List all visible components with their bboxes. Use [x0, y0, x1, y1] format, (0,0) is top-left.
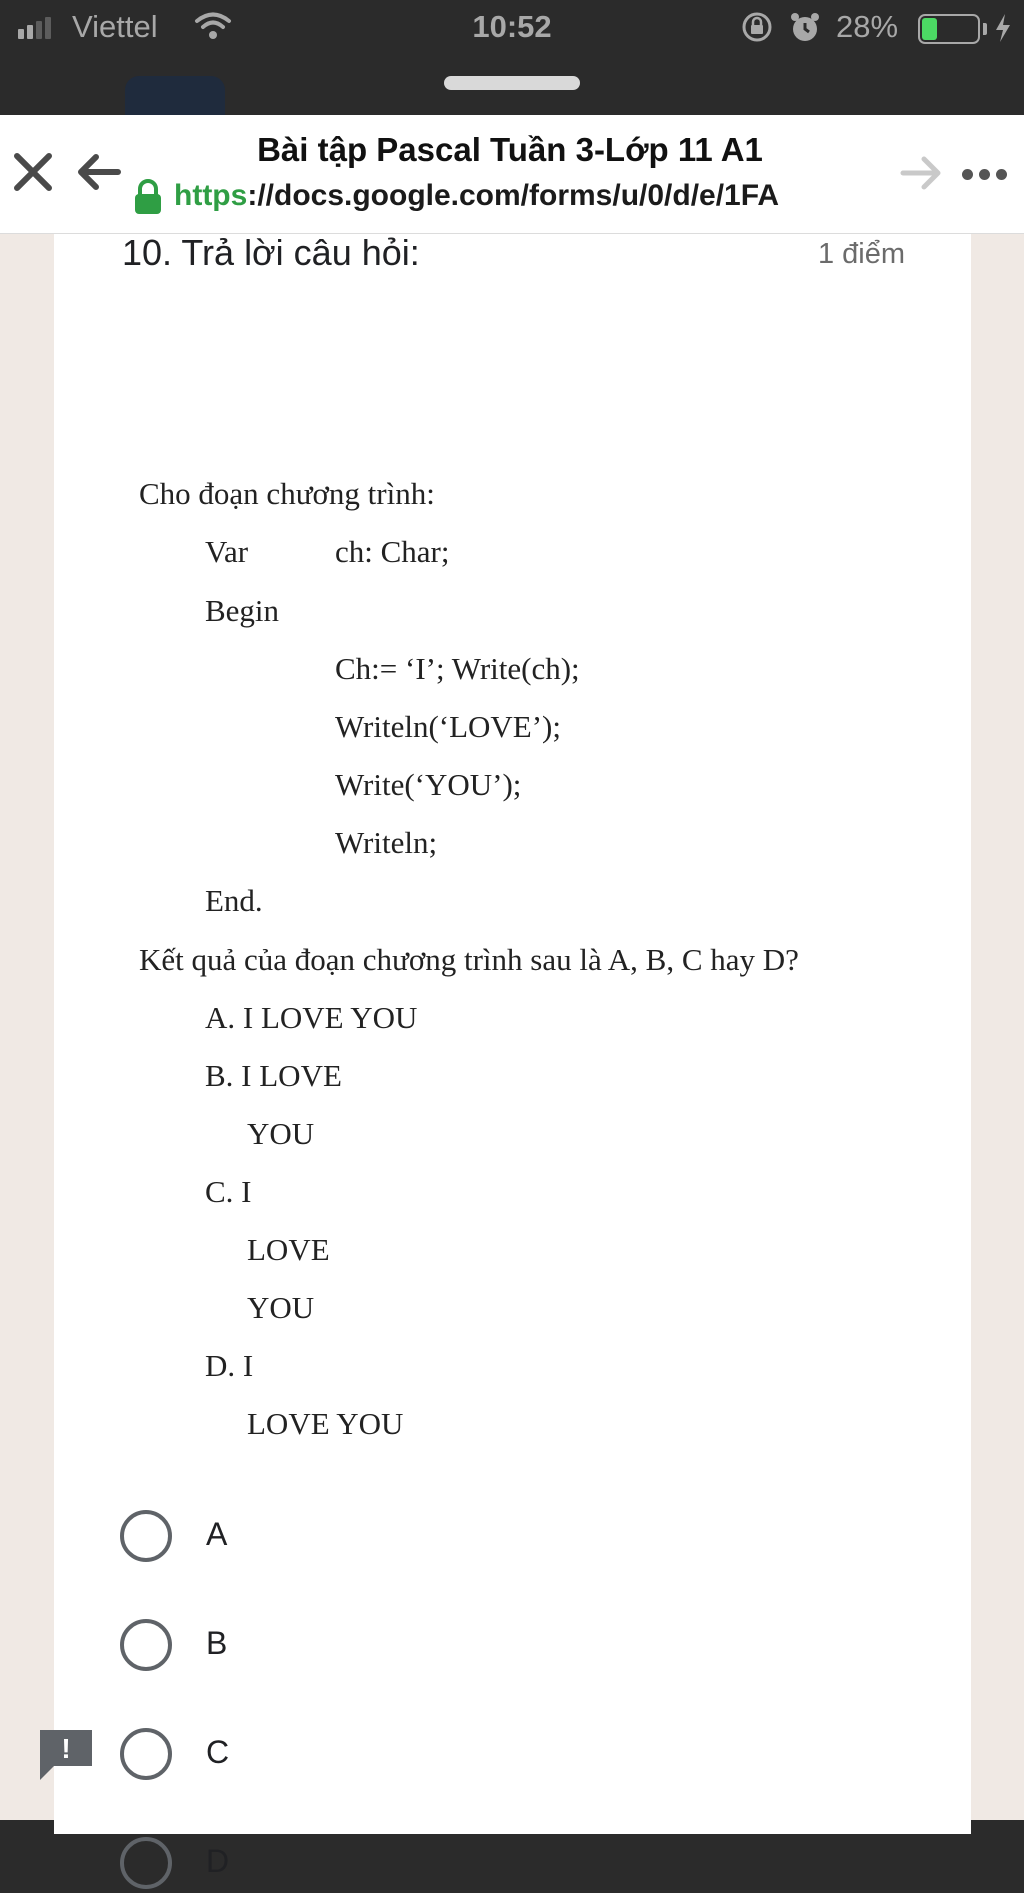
clock-time: 10:52 [472, 9, 552, 44]
problem-line: ch: Char; [335, 534, 450, 569]
option-b[interactable] [120, 1615, 420, 1675]
problem-line: Ch:= ‘I’; Write(ch); [335, 651, 580, 686]
problem-line: YOU [247, 1116, 315, 1151]
url-path: ://docs.google.com/forms/u/0/d/e/1FA [247, 179, 780, 212]
problem-line: D. I [205, 1348, 254, 1383]
back-arrow-icon[interactable] [74, 151, 122, 198]
orientation-lock-icon [740, 10, 774, 52]
battery-icon [918, 14, 980, 44]
question-title: 10. Trả lời câu hỏi: [122, 232, 420, 273]
battery-level-fill [922, 18, 937, 40]
close-icon[interactable] [10, 149, 56, 200]
option-label: B [206, 1625, 228, 1661]
problem-line: Var [205, 534, 249, 569]
problem-line: B. I LOVE [205, 1058, 342, 1093]
option-a[interactable] [120, 1506, 420, 1566]
browser-header [0, 115, 1024, 234]
problem-line: Cho đoạn chương trình: [139, 476, 435, 511]
battery-tip [983, 23, 987, 35]
problem-line: End. [205, 883, 263, 918]
forward-arrow-icon[interactable] [900, 153, 946, 198]
option-d[interactable] [120, 1833, 420, 1893]
option-c[interactable] [120, 1724, 420, 1784]
problem-line: Begin [205, 593, 280, 628]
problem-line: YOU [247, 1290, 315, 1325]
problem-line: Kết quả của đoạn chương trình sau là A, B, C hay D? [139, 942, 799, 977]
radio-button[interactable] [120, 1619, 172, 1671]
question-card [54, 232, 971, 1879]
problem-line: C. I [205, 1174, 252, 1209]
report-feedback-icon[interactable] [38, 1726, 94, 1787]
radio-button[interactable] [120, 1510, 172, 1562]
option-label: A [206, 1516, 228, 1552]
battery-percent: 28% [836, 9, 899, 44]
option-label: C [206, 1734, 230, 1770]
page-title: Bài tập Pascal Tuần 3-Lớp 11 A1 [257, 131, 763, 168]
problem-line: A. I LOVE YOU [205, 1000, 418, 1035]
more-icon[interactable] [962, 169, 1007, 180]
radio-button[interactable] [120, 1837, 172, 1889]
problem-line: LOVE YOU [247, 1406, 404, 1441]
problem-line: Writeln(‘LOVE’); [335, 709, 561, 744]
browser-sheet [0, 115, 1024, 1879]
carrier-name: Viettel [72, 9, 158, 44]
problem-line: LOVE [247, 1232, 330, 1267]
url-scheme: https [174, 179, 248, 212]
charging-bolt-icon [992, 12, 1014, 52]
alarm-icon [788, 10, 822, 52]
radio-button[interactable] [120, 1728, 172, 1780]
feedback-mark: ! [61, 1733, 71, 1764]
question-points: 1 điểm [817, 238, 905, 270]
sheet-grabber-handle[interactable] [444, 76, 580, 90]
problem-line: Writeln; [335, 825, 438, 860]
url-address[interactable] [174, 179, 894, 213]
lock-icon [132, 178, 164, 221]
status-bar [0, 0, 1024, 56]
option-label: D [206, 1843, 230, 1879]
problem-line: Write(‘YOU’); [335, 767, 522, 802]
